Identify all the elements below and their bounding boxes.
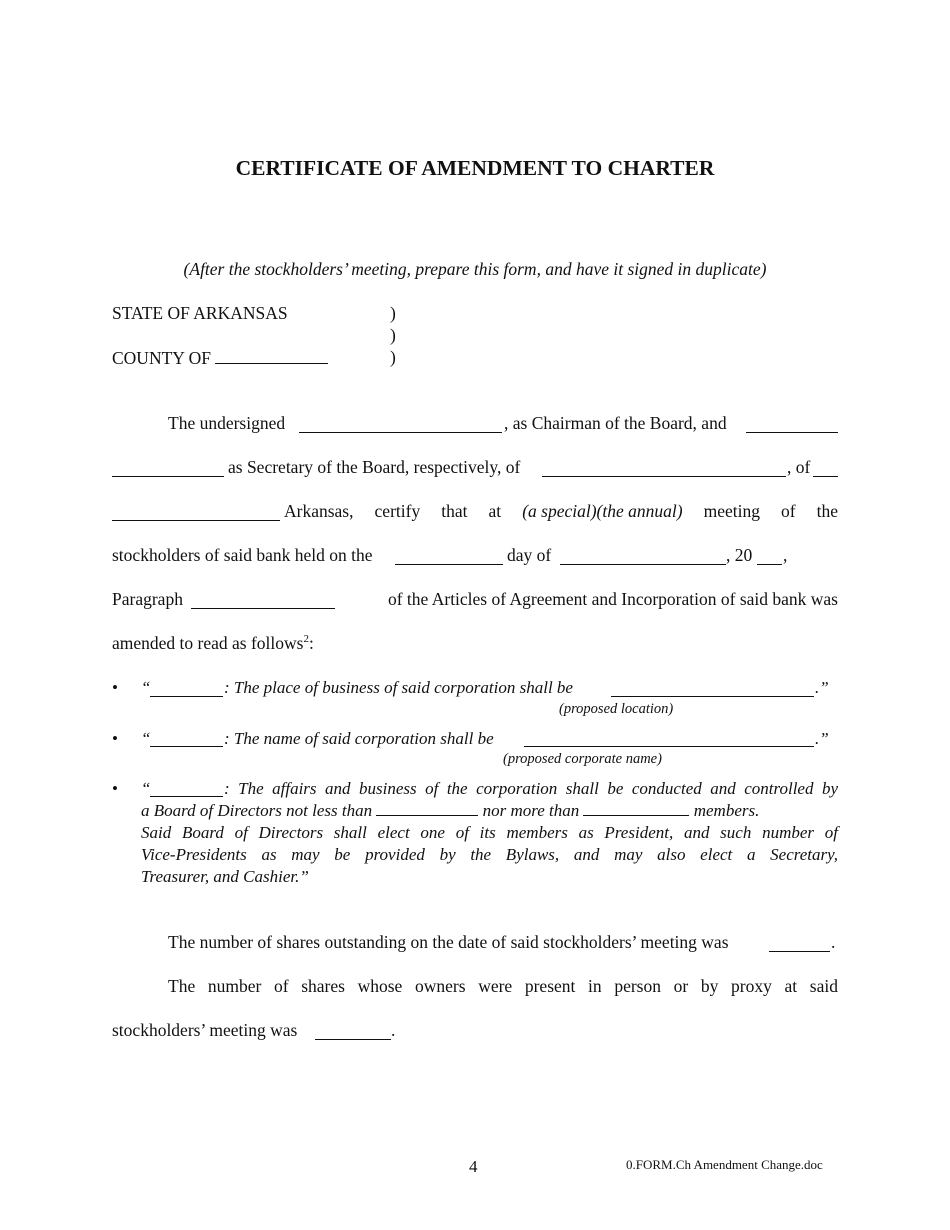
bullet-3-paragraph-blank bbox=[150, 796, 223, 797]
paragraph-number-blank bbox=[191, 608, 335, 609]
bullet-3-line-2 bbox=[141, 801, 759, 821]
directors-max-blank bbox=[583, 801, 689, 816]
chairman-name-blank bbox=[299, 432, 502, 433]
word-the: the bbox=[816, 501, 838, 521]
paren-2: ) bbox=[390, 325, 396, 345]
bullet-3-line-5: Treasurer, and Cashier.” bbox=[141, 867, 309, 886]
footer-filename: 0.FORM.Ch Amendment Change.doc bbox=[626, 1157, 823, 1172]
body-line-5-a: Paragraph bbox=[112, 589, 183, 609]
bullet-2-dot: • bbox=[112, 729, 118, 748]
document-title: CERTIFICATE OF AMENDMENT TO CHARTER bbox=[235, 156, 715, 180]
members-label: members. bbox=[693, 801, 760, 820]
page-number: 4 bbox=[469, 1157, 478, 1176]
body-line-1-a: The undersigned bbox=[168, 413, 286, 433]
county-line bbox=[112, 347, 328, 369]
proposed-location-blank bbox=[611, 696, 814, 697]
directors-min-blank bbox=[376, 801, 478, 816]
body-line-3 bbox=[284, 501, 838, 522]
body-line-4-d: , bbox=[783, 545, 788, 565]
bullet-2-close-quote: .” bbox=[815, 729, 829, 748]
bullet-1-close-quote: .” bbox=[815, 678, 829, 697]
city-blank-2 bbox=[112, 520, 280, 521]
meeting-type-options: (a special)(the annual) bbox=[522, 501, 683, 521]
proposed-name-caption: (proposed corporate name) bbox=[503, 751, 662, 767]
amended-text: amended to read as follows bbox=[112, 633, 304, 653]
body-line-4-a: stockholders of said bank held on the bbox=[112, 545, 373, 565]
shares-present-line-1: The number of shares whose owners were present in person or by proxy at said bbox=[168, 976, 838, 996]
bullet-2-paragraph-blank bbox=[150, 746, 223, 747]
directors-min-label: a Board of Directors not less than bbox=[141, 801, 373, 820]
bullet-3-open-quote: “ bbox=[141, 779, 151, 798]
paren-1: ) bbox=[390, 303, 396, 323]
instruction-note: (After the stockholders’ meeting, prepare this form, and have it signed in duplicate) bbox=[183, 259, 767, 279]
secretary-name-blank-2 bbox=[112, 476, 224, 477]
word-meeting: meeting bbox=[703, 501, 760, 521]
county-blank bbox=[215, 347, 328, 364]
state-line: STATE OF ARKANSAS bbox=[112, 303, 288, 323]
bullet-1-paragraph-blank bbox=[150, 696, 223, 697]
bullet-3-line-3: Said Board of Directors shall elect one of its members as President, and such number of bbox=[141, 823, 838, 842]
proposed-location-caption: (proposed location) bbox=[559, 701, 674, 717]
bullet-1-text: : The place of business of said corporation shall be bbox=[224, 678, 573, 697]
bullet-3-line-1: : The affairs and business of the corporation shall be conducted and controlled by bbox=[224, 779, 838, 798]
body-line-4-b: day of bbox=[507, 545, 552, 565]
body-line-2-b: , of bbox=[787, 457, 811, 477]
meeting-day-blank bbox=[395, 564, 503, 565]
word-that: that bbox=[441, 501, 468, 521]
county-label: COUNTY OF bbox=[112, 348, 212, 368]
bullet-1-open-quote: “ bbox=[141, 678, 151, 697]
meeting-year-blank bbox=[757, 564, 782, 565]
word-arkansas: Arkansas, bbox=[284, 501, 354, 521]
shares-outstanding-period: . bbox=[831, 932, 836, 952]
body-line-2-a: as Secretary of the Board, respectively, of bbox=[228, 457, 521, 477]
secretary-name-blank-1 bbox=[746, 432, 838, 433]
meeting-month-blank bbox=[560, 564, 726, 565]
body-line-5-b: of the Articles of Agreement and Incorporation of said bank was bbox=[387, 589, 838, 609]
colon: : bbox=[308, 633, 314, 653]
shares-outstanding-blank bbox=[769, 951, 830, 952]
word-certify: certify bbox=[374, 501, 421, 521]
bullet-2-open-quote: “ bbox=[141, 729, 151, 748]
shares-outstanding-text: The number of shares outstanding on the date of said stockholders’ meeting was bbox=[168, 932, 729, 952]
shares-present-line-2: stockholders’ meeting was bbox=[112, 1020, 298, 1040]
city-blank-1 bbox=[813, 476, 838, 477]
bank-name-blank bbox=[542, 476, 786, 477]
shares-present-period: . bbox=[391, 1020, 396, 1040]
bullet-1-dot: • bbox=[112, 678, 118, 697]
body-line-6 bbox=[112, 633, 314, 654]
shares-present-blank bbox=[315, 1039, 391, 1040]
bullet-2-text: : The name of said corporation shall be bbox=[224, 729, 494, 748]
directors-max-label: nor more than bbox=[482, 801, 580, 820]
word-at: at bbox=[488, 501, 502, 521]
bullet-3-line-4: Vice-Presidents as may be provided by the Bylaws, and may also elect a Secretary, bbox=[141, 845, 838, 864]
bullet-3-dot: • bbox=[112, 779, 118, 798]
proposed-name-blank bbox=[524, 746, 814, 747]
body-line-1-b: , as Chairman of the Board, and bbox=[504, 413, 727, 433]
paren-3: ) bbox=[390, 347, 396, 367]
body-line-4-c: , 20 bbox=[726, 545, 753, 565]
word-of: of bbox=[781, 501, 796, 521]
footnote-ref: 2 bbox=[303, 633, 309, 646]
